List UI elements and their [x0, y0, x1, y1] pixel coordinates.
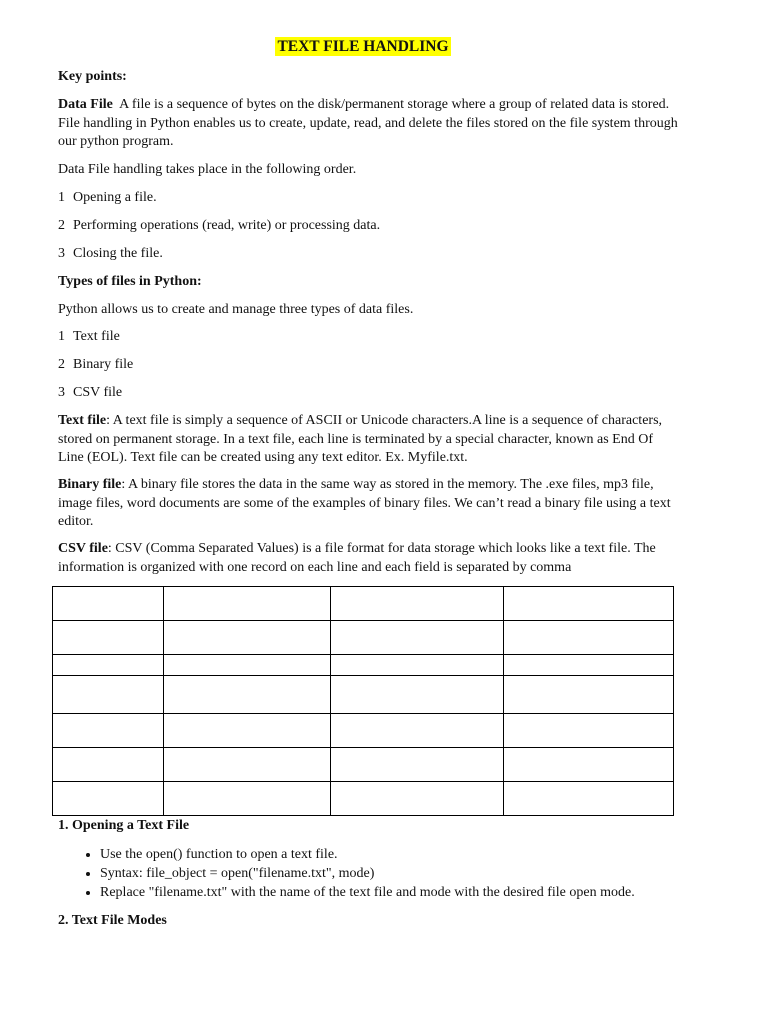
- table-cell: [330, 782, 504, 816]
- text-file-paragraph: [58, 412, 678, 468]
- order-step-text: Closing the file.: [73, 246, 163, 261]
- types-heading: Types of files in Python:: [58, 274, 202, 289]
- title-highlight: TEXT FILE HANDLING: [277, 38, 449, 55]
- binary-file-text: : A binary file stores the data in the same way as stored in the memory. The .exe files, mp3 file, image files, word documents are some of the examples of binary files. We can’t read a binary file using a text editor.: [58, 477, 671, 529]
- order-step: [58, 245, 678, 264]
- section-2-heading: 2. Text File Modes: [58, 913, 167, 928]
- types-intro: Python allows us to create and manage three types of data files.: [58, 302, 414, 317]
- table-cell: [53, 748, 164, 782]
- order-step: [58, 217, 678, 236]
- table-cell: [163, 748, 330, 782]
- table-cell: [163, 782, 330, 816]
- bullet-item: • Replace "filename.txt" with the name of the text file and mode with the desired file open mode.: [100, 883, 720, 902]
- table-cell: [163, 714, 330, 748]
- table-cell: [163, 676, 330, 714]
- csv-file-paragraph: [58, 540, 678, 577]
- data-file-paragraph: [58, 96, 678, 152]
- binary-file-term: Binary file: [58, 477, 122, 492]
- order-step-number: 3: [58, 246, 65, 261]
- table-cell: [53, 621, 164, 655]
- document-title: [0, 38, 726, 56]
- text-file-text: : A text file is simply a sequence of ASCII or Unicode characters.A line is a sequence of characters, stored on permanent storage. In a text file, each line is terminated by a special character, known as End Of Line (EOL). Text file can be created using any text editor. Ex. Myfile.txt.: [58, 413, 663, 465]
- table-cell: [330, 621, 504, 655]
- text-file-term: Text file: [58, 413, 107, 428]
- type-item: [58, 328, 678, 347]
- csv-file-text: : CSV (Comma Separated Values) is a file format for data storage which looks like a text file. The information is organized with one record on each line and each field is separated by comma: [58, 541, 656, 575]
- table-cell: [330, 655, 504, 676]
- table-cell: [330, 587, 504, 621]
- table-row: [53, 655, 674, 676]
- table-cell: [53, 714, 164, 748]
- table-cell: [504, 714, 674, 748]
- table-cell: [163, 621, 330, 655]
- type-item: [58, 384, 678, 403]
- binary-file-paragraph: [58, 476, 678, 532]
- table-row: [53, 676, 674, 714]
- type-number: 2: [58, 357, 65, 372]
- table-cell: [504, 621, 674, 655]
- data-file-text: A file is a sequence of bytes on the disk/permanent storage where a group of related data is stored. File handling in Python enables us to create, update, read, and delete the files stored on the file system through our python program.: [58, 97, 678, 149]
- table-cell: [53, 655, 164, 676]
- type-number: 3: [58, 385, 65, 400]
- table-cell: [504, 782, 674, 816]
- table-cell: [330, 676, 504, 714]
- type-item: [58, 356, 678, 375]
- table-cell: [504, 676, 674, 714]
- table-row: [53, 621, 674, 655]
- order-step-text: Opening a file.: [73, 190, 157, 205]
- table-row: [53, 714, 674, 748]
- csv-file-term: CSV file: [58, 541, 108, 556]
- table-cell: [330, 714, 504, 748]
- table-row: [53, 782, 674, 816]
- table-row: [53, 748, 674, 782]
- order-intro: Data File handling takes place in the following order.: [58, 162, 357, 177]
- table-cell: [504, 748, 674, 782]
- order-step-number: 1: [58, 190, 65, 205]
- table-cell: [163, 587, 330, 621]
- table-cell: [53, 676, 164, 714]
- type-text: CSV file: [73, 385, 123, 400]
- table-cell: [163, 655, 330, 676]
- table-cell: [53, 587, 164, 621]
- table-cell: [504, 655, 674, 676]
- table-row: [53, 587, 674, 621]
- bullet-item: • Syntax: file_object = open("filename.txt", mode): [100, 864, 720, 883]
- order-step: [58, 189, 678, 208]
- section-1-bullets: [58, 845, 720, 902]
- data-file-term: Data File: [58, 97, 113, 112]
- type-number: 1: [58, 329, 65, 344]
- table-cell: [330, 748, 504, 782]
- section-1-heading: 1. Opening a Text File: [58, 818, 190, 833]
- order-step-text: Performing operations (read, write) or processing data.: [73, 218, 381, 233]
- bullet-item: • Use the open() function to open a text file.: [100, 845, 720, 864]
- type-text: Binary file: [73, 357, 134, 372]
- key-points-heading: Key points:: [58, 69, 127, 84]
- table-cell: [53, 782, 164, 816]
- table-cell: [504, 587, 674, 621]
- empty-table: [52, 586, 674, 816]
- type-text: Text file: [73, 329, 120, 344]
- order-step-number: 2: [58, 218, 65, 233]
